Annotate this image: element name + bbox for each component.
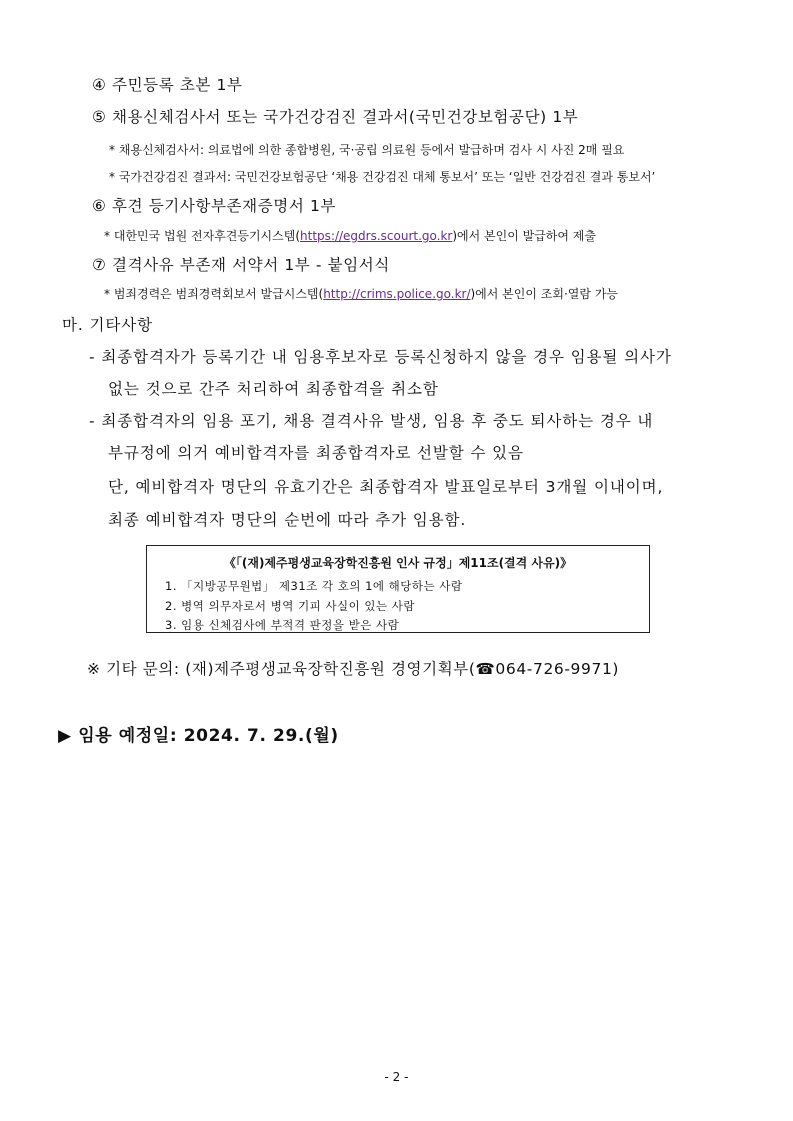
item-5: ⑤ 채용신체검사서 또는 국가건강검진 결과서(국민건강보험공단) 1부	[92, 108, 579, 126]
item-7-note-suffix: )에서 본인이 조회·열람 가능	[470, 287, 618, 301]
item-5-note-1: * 채용신체검사서: 의료법에 의한 종합병원, 국·공립 의료원 등에서 발급하며 검사 시 사진 2매 필요	[109, 143, 625, 157]
regulation-box-title: 《「(재)제주평생교육장학진흥원 인사 규정」제11조(결격 사유)》	[223, 556, 573, 570]
para-2-line-4: 최종 예비합격자 명단의 순번에 따라 추가 임용함.	[108, 511, 467, 529]
regulation-item-2: 2. 병역 의무자로서 병역 기피 사실이 있는 사람	[165, 599, 416, 613]
appointment-date: ▶ 임용 예정일: 2024. 7. 29.(월)	[58, 726, 339, 746]
item-6: ⑥ 후견 등기사항부존재증명서 1부	[92, 197, 336, 215]
regulation-item-1: 1. 「지방공무원법」 제31조 각 호의 1에 해당하는 사람	[165, 579, 463, 593]
para-2-line-2: 부규정에 의거 예비합격자를 최종합격자로 선발할 수 있음	[108, 444, 524, 462]
egdrs-link[interactable]: https://egdrs.scourt.go.kr	[300, 229, 453, 243]
contact-info: ※ 기타 문의: (재)제주평생교육장학진흥원 경영기획부(☎064-726-9971)	[87, 660, 620, 678]
item-6-note	[104, 227, 596, 244]
item-7: ⑦ 결격사유 부존재 서약서 1부 - 붙임서식	[92, 256, 390, 274]
item-7-note	[104, 285, 618, 302]
section-ma-heading: 마. 기타사항	[62, 316, 154, 334]
item-4: ④ 주민등록 초본 1부	[92, 76, 243, 94]
regulation-item-3: 3. 임용 신체검사에 부적격 판정을 받은 사람	[165, 618, 400, 632]
crims-link[interactable]: http://crims.police.go.kr/	[323, 287, 471, 301]
item-7-note-prefix: * 범죄경력은 범죄경력회보서 발급시스템(	[104, 287, 324, 301]
para-1-line-2: 없는 것으로 간주 처리하여 최종합격을 취소함	[108, 380, 439, 398]
item-6-note-suffix: )에서 본인이 발급하여 제출	[452, 229, 596, 243]
para-1-line-1: - 최종합격자가 등록기간 내 임용후보자로 등록신청하지 않을 경우 임용될 의사가	[89, 348, 672, 366]
item-6-note-prefix: * 대한민국 법원 전자후견등기시스템(	[104, 229, 301, 243]
para-2-line-3: 단, 예비합격자 명단의 유효기간은 최종합격자 발표일로부터 3개월 이내이며,	[108, 478, 664, 496]
item-5-note-2: * 국가건강검진 결과서: 국민건강보험공단 ‘채용 건강검진 대체 통보서’ 또는 ‘일반 건강검진 결과 통보서’	[109, 170, 656, 184]
para-2-line-1: - 최종합격자의 임용 포기, 채용 결격사유 발생, 임용 후 중도 퇴사하는 경우 내	[89, 412, 654, 430]
page-number: - 2 -	[384, 1070, 409, 1084]
regulation-box	[146, 545, 650, 633]
